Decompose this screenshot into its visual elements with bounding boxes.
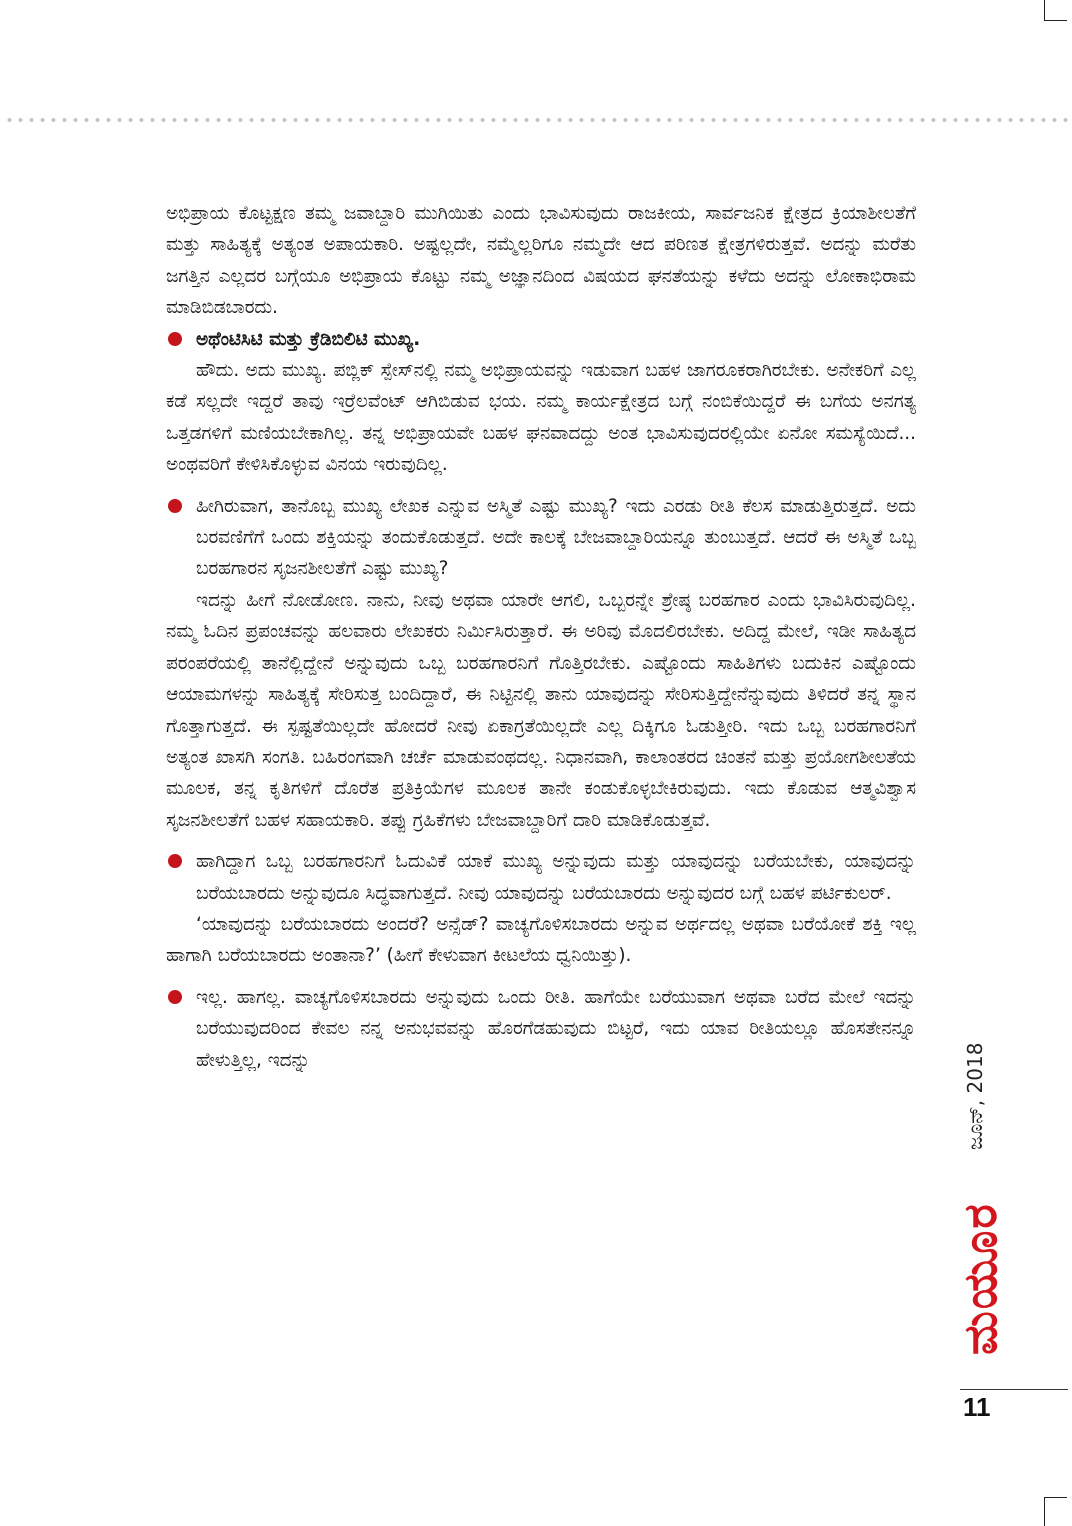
bullet-question [166,846,916,909]
crop-mark-top [1044,0,1067,21]
magazine-masthead: ಮಯೂರ [953,1202,1007,1355]
paragraph: ಇದನ್ನು ಹೀಗೆ ನೋಡೋಣ. ನಾನು, ನೀವು ಅಥವಾ ಯಾರೇ ಆಗಲಿ, ಒಬ್ಬರನ್ನೇ ಶ್ರೇಷ್ಠ ಬರಹಗಾರ ಎಂದು ಭಾವಿಸಿರುವುದಿಲ್ಲ. ನಮ್ಮ ಓದಿನ ಪ್ರಪಂಚವನ್ನು ಹಲವಾರು ಲೇಖಕರು ನಿರ್ಮಿಸಿರುತ್ತಾರೆ. ಈ ಅರಿವು ಮೊದಲಿರಬೇಕು. ಅದಿದ್ದ ಮೇಲೆ, ಇಡೀ ಸಾಹಿತ್ಯದ ಪರಂಪರೆಯಲ್ಲಿ ತಾನೆಲ್ಲಿದ್ದೇನೆ ಅನ್ನುವುದು ಒಬ್ಬ ಬರಹಗಾರನಿಗೆ ಗೊತ್ತಿರಬೇಕು. ಎಷ್ಟೊಂದು ಸಾಹಿತಿಗಳು ಬದುಕಿನ ಎಷ್ಟೊಂದು ಆಯಾಮಗಳನ್ನು ಸಾಹಿತ್ಯಕ್ಕೆ ಸೇರಿಸುತ್ತ ಬಂದಿದ್ದಾರೆ, ಈ ನಿಟ್ಟಿನಲ್ಲಿ ತಾನು ಯಾವುದನ್ನು ಸೇರಿಸುತ್ತಿದ್ದೇನೆನ್ನುವುದು ತಿಳಿದರೆ ತನ್ನ ಸ್ಥಾನ ಗೊತ್ತಾಗುತ್ತದೆ. ಈ ಸ್ಪಷ್ಟತೆಯಿಲ್ಲದೇ ಹೋದರೆ ನೀವು ಏಕಾಗ್ರತೆಯಿಲ್ಲದೇ ಎಲ್ಲ ದಿಕ್ಕಿಗೂ ಓಡುತ್ತೀರಿ. ಇದು ಒಬ್ಬ ಬರಹಗಾರನಿಗೆ ಅತ್ಯಂತ ಖಾಸಗಿ ಸಂಗತಿ. ಬಹಿರಂಗವಾಗಿ ಚರ್ಚೆ ಮಾಡುವಂಥದಲ್ಲ. ನಿಧಾನವಾಗಿ, ಕಾಲಾಂತರದ ಚಿಂತನೆ ಮತ್ತು ಪ್ರಯೋಗಶೀಲತೆಯ ಮೂಲಕ, ತನ್ನ ಕೃತಿಗಳಿಗೆ ದೊರೆತ ಪ್ರತಿಕ್ರಿಯೆಗಳ ಮೂಲಕ ತಾನೇ ಕಂಡುಕೊಳ್ಳಬೇಕಿರುವುದು. ಇದು ಕೊಡುವ ಆತ್ಮವಿಶ್ವಾಸ ಸೃಜನಶೀಲತೆಗೆ ಬಹಳ ಸಹಾಯಕಾರಿ. ತಪ್ಪು ಗ್ರಹಿಕೆಗಳು ಬೇಜವಾಬ್ದಾರಿಗೆ ದಾರಿ ಮಾಡಿಕೊಡುತ್ತವೆ. [166,589,916,831]
bullet-dot-icon [168,499,182,513]
bullet-question [166,982,916,1076]
bullet-question [166,324,916,355]
bullet-dot-icon [168,990,182,1004]
paragraph: ಹೌದು. ಅದು ಮುಖ್ಯ. ಪಬ್ಲಿಕ್ ಸ್ಪೇಸ್‌ನಲ್ಲಿ ನಮ್ಮ ಅಭಿಪ್ರಾಯವನ್ನು ಇಡುವಾಗ ಬಹಳ ಜಾಗರೂಕರಾಗಿರಬೇಕು. ಅನೇಕರಿಗೆ ಎಲ್ಲ ಕಡೆ ಸಲ್ಲದೇ ಇದ್ದರೆ ತಾವು ಇರ್ರೆಲವೆಂಟ್ ಆಗಿಬಿಡುವ ಭಯ. ನಮ್ಮ ಕಾರ್ಯಕ್ಷೇತ್ರದ ಬಗ್ಗೆ ನಂಬಿಕೆಯಿದ್ದರೆ ಈ ಬಗೆಯ ಅನಗತ್ಯ ಒತ್ತಡಗಳಿಗೆ ಮಣಿಯಬೇಕಾಗಿಲ್ಲ. ತನ್ನ ಅಭಿಪ್ರಾಯವೇ ಬಹಳ ಘನವಾದದ್ದು ಅಂತ ಭಾವಿಸುವುದರಲ್ಲಿಯೇ ಏನೋ ಸಮಸ್ಯೆಯಿದೆ... ಅಂಥವರಿಗೆ ಕೇಳಿಸಿಕೊಳ್ಳುವ ವಿನಯ ಇರುವುದಿಲ್ಲ. [166,360,916,476]
question-text: ಅಥೆಂಟಿಸಿಟಿ ಮತ್ತು ಕ್ರೆಡಿಬಿಲಿಟಿ ಮುಖ್ಯ. [196,328,421,350]
issue-date: ಜೂನ್, 2018 [963,1042,987,1150]
page-number: 11 [963,1392,991,1422]
question-text: ಹಾಗಿದ್ದಾಗ ಒಬ್ಬ ಬರಹಗಾರನಿಗೆ ಓದುವಿಕೆ ಯಾಕೆ ಮುಖ್ಯ ಅನ್ನುವುದು ಮತ್ತು ಯಾವುದನ್ನು ಬರೆಯಬೇಕು, ಯಾವುದನ್ನು ಬರೆಯಬಾರದು ಅನ್ನುವುದೂ ಸಿದ್ಧವಾಗುತ್ತದೆ. ನೀವು ಯಾವುದನ್ನು ಬರೆಯಬಾರದು ಅನ್ನುವುದರ ಬಗ್ಗೆ ಬಹಳ ಪರ್ಟಿಕುಲರ್. [196,851,916,904]
question-text: ಹೀಗಿರುವಾಗ, ತಾನೊಬ್ಬ ಮುಖ್ಯ ಲೇಖಕ ಎನ್ನುವ ಅಸ್ಮಿತೆ ಎಷ್ಟು ಮುಖ್ಯ? ಇದು ಎರಡು ರೀತಿ ಕೆಲಸ ಮಾಡುತ್ತಿರುತ್ತದೆ. ಅದು ಬರವಣಿಗೆಗೆ ಒಂದು ಶಕ್ತಿಯನ್ನು ತಂದುಕೊಡುತ್ತದೆ. ಅದೇ ಕಾಲಕ್ಕೆ ಬೇಜವಾಬ್ದಾರಿಯನ್ನೂ ತುಂಬುತ್ತದೆ. ಆದರೆ ಈ ಅಸ್ಮಿತೆ ಒಬ್ಬ ಬರಹಗಾರನ ಸೃಜನಶೀಲತೆಗೆ ಎಷ್ಟು ಮುಖ್ಯ? [196,495,916,580]
bullet-dot-icon [168,332,182,346]
footer-rule [960,1389,1068,1390]
paragraph: ಅಭಿಪ್ರಾಯ ಕೊಟ್ಟಕ್ಷಣ ತಮ್ಮ ಜವಾಬ್ದಾರಿ ಮುಗಿಯಿತು ಎಂದು ಭಾವಿಸುವುದು ರಾಜಕೀಯ, ಸಾರ್ವಜನಿಕ ಕ್ಷೇತ್ರದ ಕ್ರಿಯಾಶೀಲತೆಗೆ ಮತ್ತು ಸಾಹಿತ್ಯಕ್ಕೆ ಅತ್ಯಂತ ಅಪಾಯಕಾರಿ. ಅಷ್ಟಲ್ಲದೇ, ನಮ್ಮೆಲ್ಲರಿಗೂ ನಮ್ಮದೇ ಆದ ಪರಿಣತ ಕ್ಷೇತ್ರಗಳಿರುತ್ತವೆ. ಅದನ್ನು ಮರೆತು ಜಗತ್ತಿನ ಎಲ್ಲದರ ಬಗ್ಗೆಯೂ ಅಭಿಪ್ರಾಯ ಕೊಟ್ಟು ನಮ್ಮ ಅಜ್ಞಾನದಿಂದ ವಿಷಯದ ಘನತೆಯನ್ನು ಕಳೆದು ಅದನ್ನು ಲೋಕಾಭಿರಾಮ ಮಾಡಿಬಿಡಬಾರದು. [166,203,916,319]
dotted-divider [4,117,1068,123]
bullet-question [166,491,916,585]
crop-mark-bottom [1044,1497,1067,1526]
bullet-dot-icon [168,854,182,868]
question-text: ಇಲ್ಲ. ಹಾಗಲ್ಲ. ವಾಚ್ಯಗೊಳಿಸಬಾರದು ಅನ್ನುವುದು ಒಂದು ರೀತಿ. ಹಾಗೆಯೇ ಬರೆಯುವಾಗ ಅಥವಾ ಬರೆದ ಮೇಲೆ ಇದನ್ನು ಬರೆಯುವುದರಿಂದ ಕೇವಲ ನನ್ನ ಅನುಭವವನ್ನು ಹೊರಗೆಡಹುವುದು ಬಿಟ್ಟರೆ, ಇದು ಯಾವ ರೀತಿಯಲ್ಲೂ ಹೊಸತೇನನ್ನೂ ಹೇಳುತ್ತಿಲ್ಲ, ಇದನ್ನು [196,986,916,1071]
article-body [166,198,916,1076]
paragraph: ‘ಯಾವುದನ್ನು ಬರೆಯಬಾರದು ಅಂದರೆ? ಅನ್ಸೆಡ್? ವಾಚ್ಯಗೊಳಿಸಬಾರದು ಅನ್ನುವ ಅರ್ಥದಲ್ಲ ಅಥವಾ ಬರೆಯೋಕೆ ಶಕ್ತಿ ಇಲ್ಲ ಹಾಗಾಗಿ ಬರೆಯಬಾರದು ಅಂತಾನಾ?’ (ಹೀಗೆ ಕೇಳುವಾಗ ಕೀಟಲೆಯ ಧ್ವನಿಯಿತ್ತು). [166,913,916,967]
